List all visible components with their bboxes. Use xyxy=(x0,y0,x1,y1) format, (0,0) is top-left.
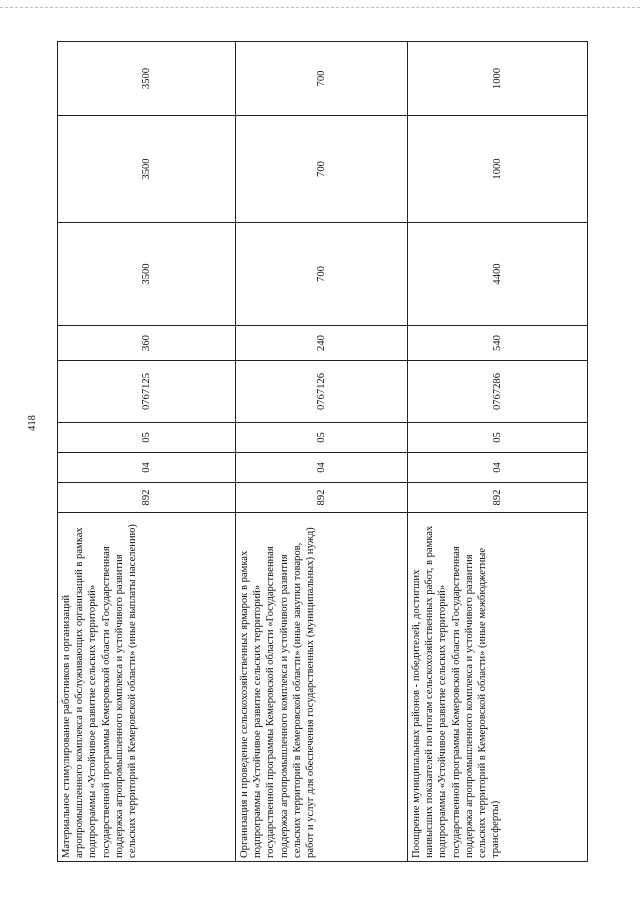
budget-table xyxy=(57,41,588,862)
expense-type-cell: 360 xyxy=(58,326,236,361)
target-article-cell: 0767125 xyxy=(58,361,236,423)
scan-top-edge xyxy=(0,0,640,8)
table-row xyxy=(236,42,408,862)
year3-amount-cell: 3500 xyxy=(58,42,236,116)
page-number: 418 xyxy=(27,415,38,431)
year1-amount-cell: 3500 xyxy=(58,223,236,326)
budget-table-rotated xyxy=(57,42,587,862)
target-article-cell: 0767286 xyxy=(408,361,588,423)
admin-code-cell: 892 xyxy=(236,483,408,513)
target-article-cell: 0767126 xyxy=(236,361,408,423)
admin-code-cell: 892 xyxy=(58,483,236,513)
table-row xyxy=(58,42,236,862)
expense-type-cell: 540 xyxy=(408,326,588,361)
subsection-cell: 05 xyxy=(58,423,236,453)
year3-amount-cell: 700 xyxy=(236,42,408,116)
row-description: Поощрение муниципальных районов - победителей, достигших наивысших показателей по итогам сельскохозяйственных работ, в рамках подпрограммы «Устойчивое развитие сельских территорий» государственной программы Кемеровской области «Государственная поддержка агропромышленного комплекса и устойчивого развития сельских территорий в Кемеровской области» (иные межбюджетные трансферты) xyxy=(408,513,588,862)
row-description: Материальное стимулирование работников и организаций агропромышленного комплекса и обслуживающих организаций в рамках подпрограммы «Устойчивое развитие сельских территорий» государственной программы Кемеровской области «Государственная поддержка агропромышленного комплекса и устойчивого развития сельских территорий в Кемеровской области» (иные выплаты населению) xyxy=(58,513,236,862)
section-cell: 04 xyxy=(236,453,408,483)
expense-type-cell: 240 xyxy=(236,326,408,361)
year2-amount-cell: 3500 xyxy=(58,116,236,223)
admin-code-cell: 892 xyxy=(408,483,588,513)
row-description: Организация и проведение сельскохозяйственных ярмарок в рамках подпрограммы «Устойчивое развитие сельских территорий» государственной программы Кемеровской области «Государственная поддержка агропромышленного комплекса и устойчивого развития сельских территорий в Кемеровской области» (иные закупки товаров, работ и услуг для обеспечения государственных (муниципальных) нужд) xyxy=(236,513,408,862)
year3-amount-cell: 1000 xyxy=(408,42,588,116)
year2-amount-cell: 700 xyxy=(236,116,408,223)
table-row xyxy=(408,42,588,862)
subsection-cell: 05 xyxy=(236,423,408,453)
section-cell: 04 xyxy=(408,453,588,483)
year1-amount-cell: 4400 xyxy=(408,223,588,326)
year1-amount-cell: 700 xyxy=(236,223,408,326)
section-cell: 04 xyxy=(58,453,236,483)
year2-amount-cell: 1000 xyxy=(408,116,588,223)
subsection-cell: 05 xyxy=(408,423,588,453)
